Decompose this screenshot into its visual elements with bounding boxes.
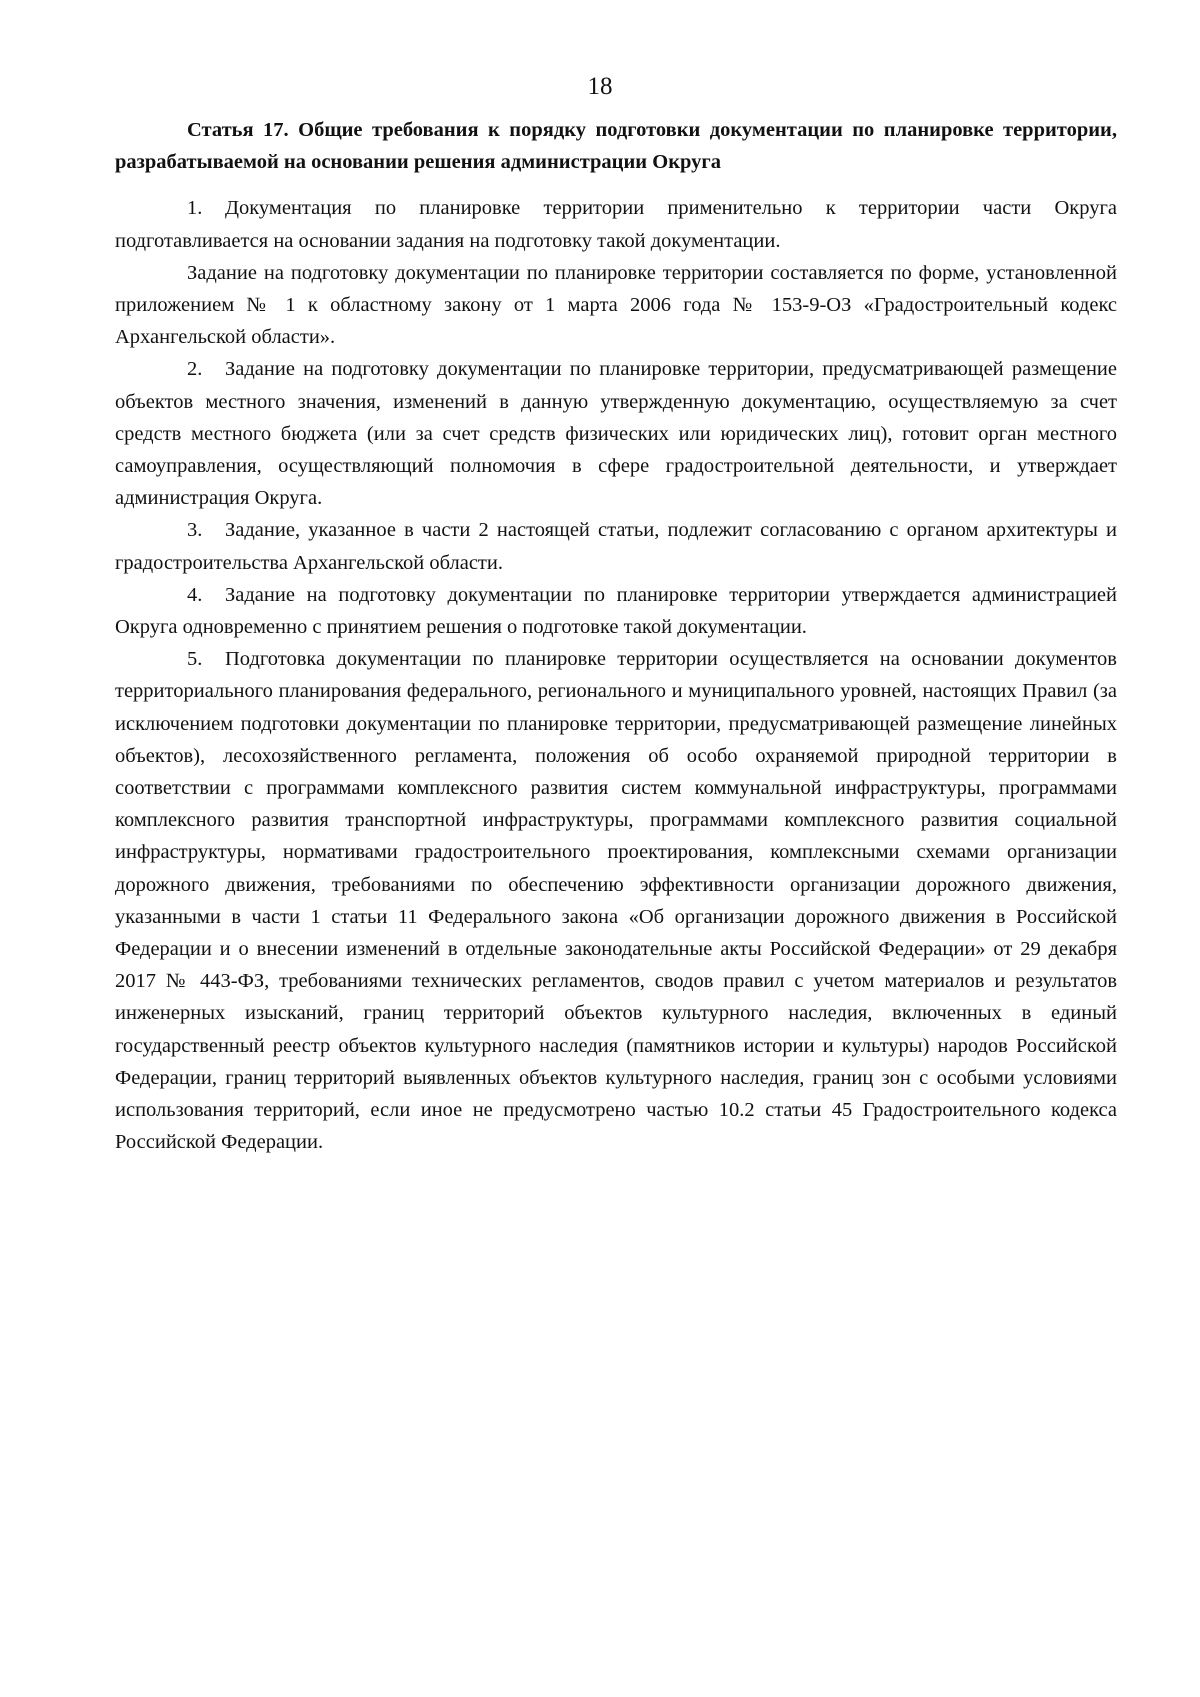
page-number: 18 xyxy=(587,73,613,100)
paragraph-text: Задание на подготовку документации по планировке территории составляется по форме, установленной приложением № 1 к областному закону от 1 марта 2006 года № 153-9-ОЗ «Градостроительный кодекс Архангельской области». xyxy=(115,261,1117,349)
paragraph-number: 2. xyxy=(187,358,203,381)
article-heading: Статья 17. Общие требования к порядку подготовки документации по планировке территории, разрабатываемой на основании решения администрации Округа xyxy=(115,119,1117,174)
paragraph-text: Подготовка документации по планировке территории осуществляется на основании документов территориального планирования федерального, регионального и муниципального уровней, настоящих Правил (за исключением подготовки документации по планировке территории, предусматривающей размещение линейных объектов), лесохозяйственного регламента, положения об особо охраняемой природной территории в соответствии с программами комплексного развития систем коммунальной инфраструктуры, программами комплексного развития транспортной инфраструктуры, программами комплексного развития социальной инфраструктуры, нормативами градостроительного проектирования, комплексными схемами организации дорожного движения, требованиями по обеспечению эффективности организации дорожного движения, указанными в части 1 статьи 11 Федерального закона «Об организации дорожного движения в Российской Федерации и о внесении изменений в отдельные законодательные акты Российской Федерации» от 29 декабря 2017 № 443-ФЗ, требованиями технических регламентов, сводов правил с учетом материалов и результатов инженерных изысканий, границ территорий объектов культурного наследия, включенных в единый государственный реестр объектов культурного наследия (памятников истории и культуры) народов Российской Федерации, границ территорий выявленных объектов культурного наследия, границ зон с особыми условиями использования территорий, если иное не предусмотрено частью 10.2 статьи 45 Градостроительного кодекса Российской Федерации. xyxy=(115,648,1117,1154)
paragraph-1 xyxy=(115,192,1117,256)
paragraph-number: 4. xyxy=(187,583,203,606)
paragraph-3 xyxy=(115,514,1117,578)
paragraph-number: 5. xyxy=(187,648,203,671)
paragraph-text: Задание на подготовку документации по планировке территории, предусматривающей размещение объектов местного значения, изменений в данную утвержденную документацию, осуществляемую за счет средств местного бюджета (или за счет средств физических или юридических лиц), готовит орган местного самоуправления, осуществляющий полномочия в сфере градостроительной деятельности, и утверждает администрация Округа. xyxy=(115,358,1117,510)
paragraph-1-continued xyxy=(115,257,1117,354)
paragraph-2 xyxy=(115,353,1117,514)
paragraph-5 xyxy=(115,643,1117,1158)
paragraph-number: 3. xyxy=(187,519,203,542)
paragraph-text: Задание на подготовку документации по планировке территории утверждается администрацией Округа одновременно с принятием решения о подготовке такой документации. xyxy=(115,583,1117,639)
article-body xyxy=(115,114,1117,1159)
paragraph-4 xyxy=(115,579,1117,643)
paragraph-text: Документация по планировке территории применительно к территории части Округа подготавливается на основании задания на подготовку такой документации. xyxy=(115,197,1117,252)
paragraph-text: Задание, указанное в части 2 настоящей статьи, подлежит согласованию с органом архитектуры и градостроительства Архангельской области. xyxy=(115,519,1117,574)
paragraph-number: 1. xyxy=(187,197,203,220)
